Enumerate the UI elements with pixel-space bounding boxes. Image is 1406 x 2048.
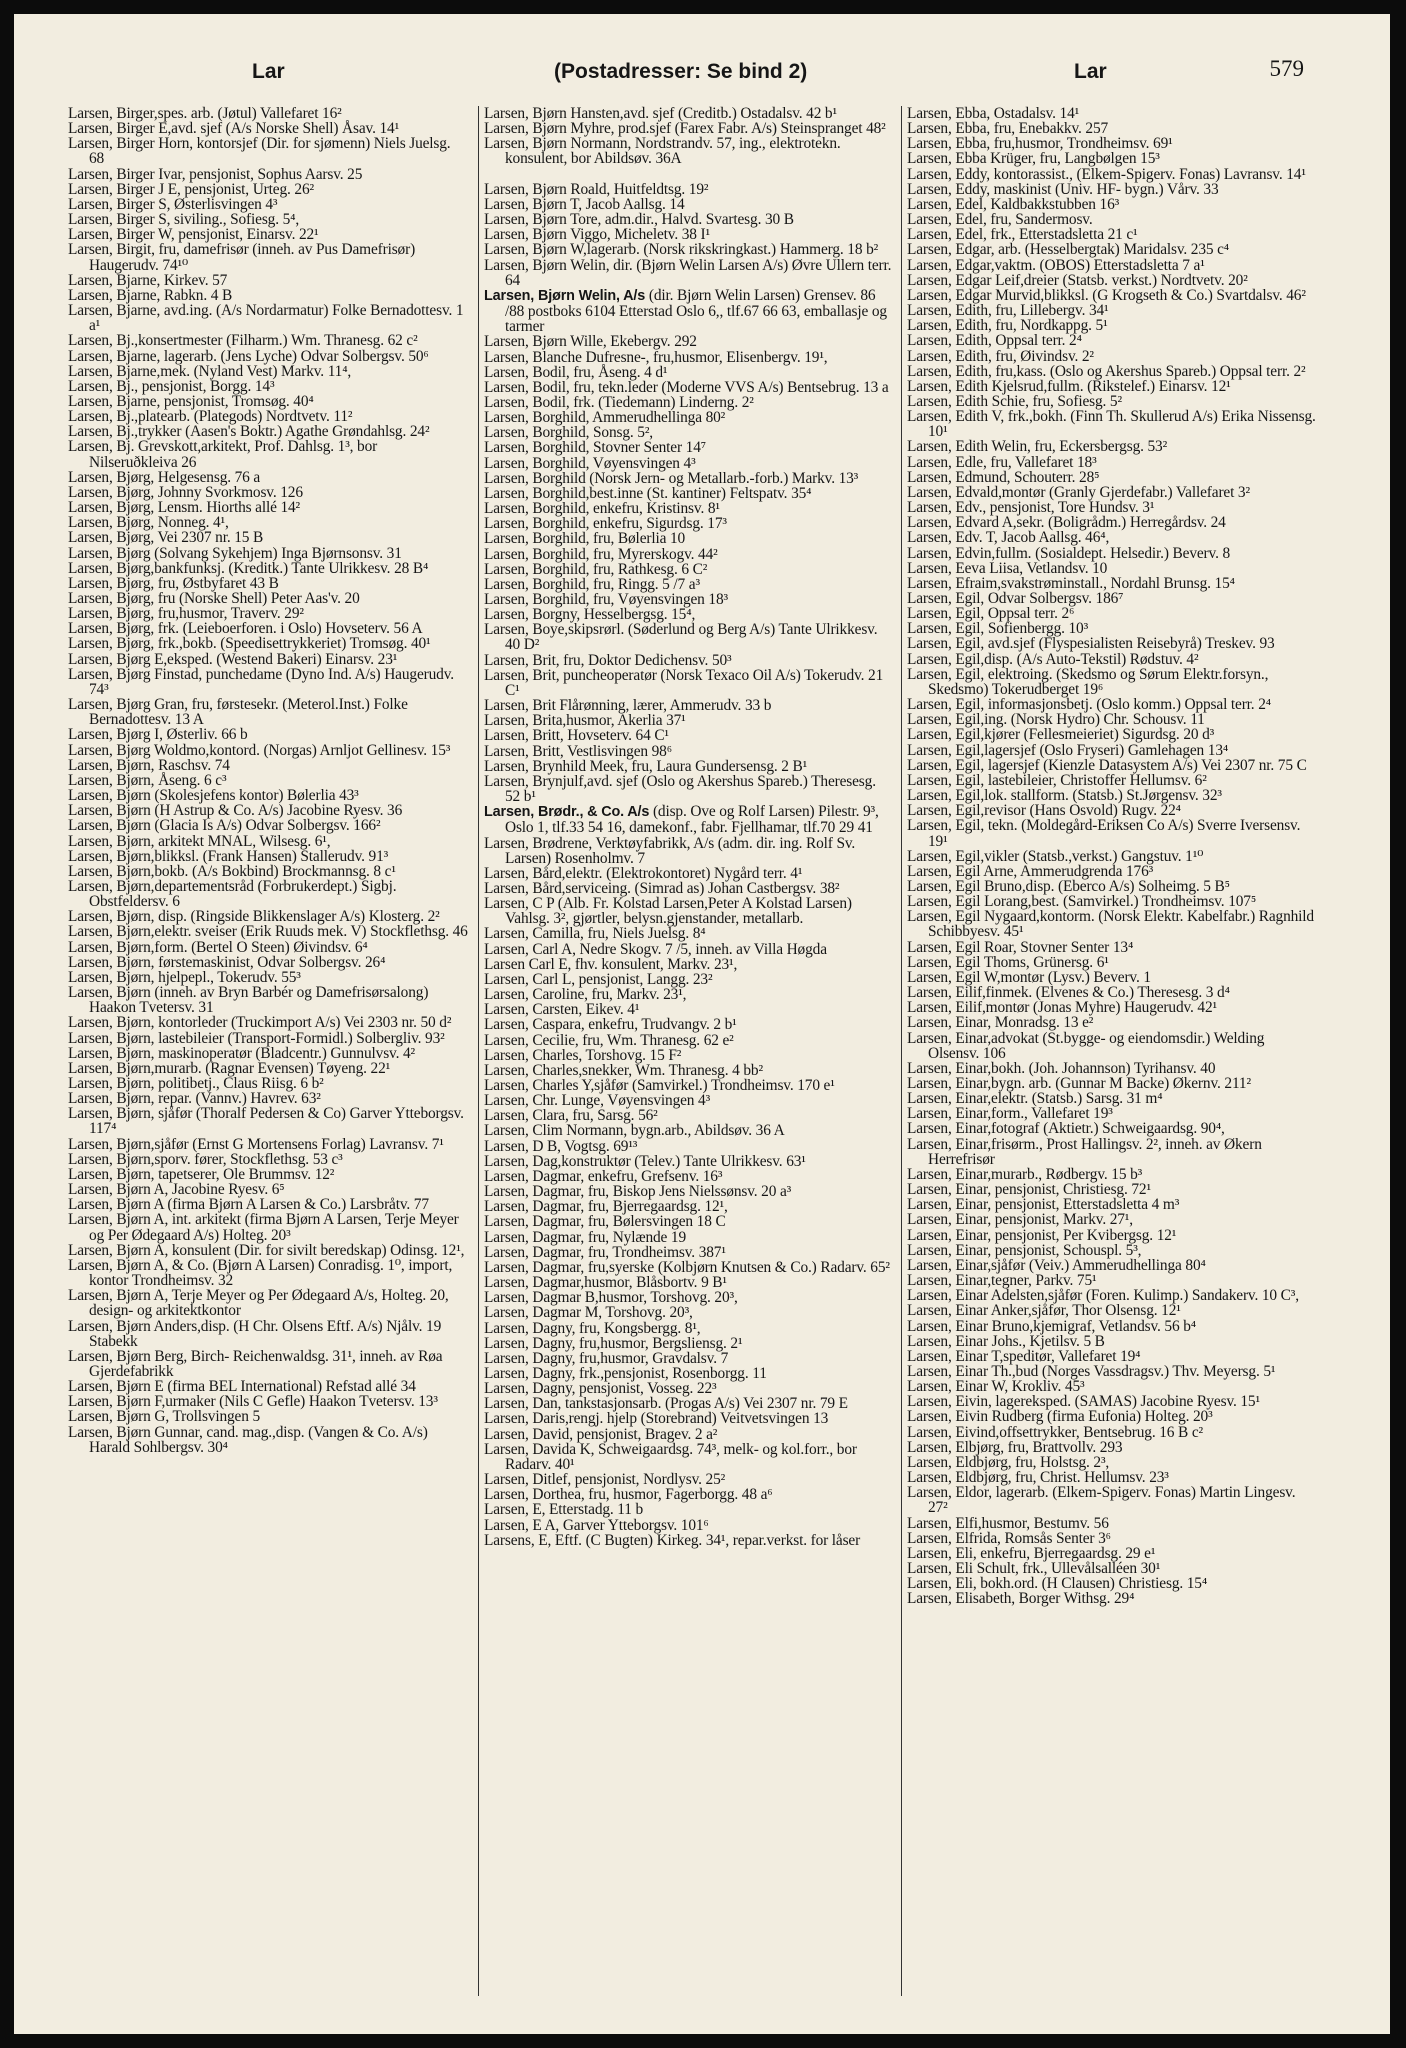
directory-entry: Larsen, Edv., pensjonist, Tore Hundsv. 3¹ — [907, 499, 1155, 517]
directory-entry: Larsen, Bjørn Normann, Nordstrandv. 57, ing., elektrotekn. konsulent, bor Abildsøv. 36A — [484, 135, 841, 168]
directory-entry: Larsen, Birger S, Østerlisvingen 4³ — [68, 195, 278, 213]
directory-entry: Larsen, Bjørn, lastebileier (Transport-Formidl.) Solbergliv. 93² — [68, 1029, 445, 1047]
directory-entry: Larsen, Einar W, Krokliv. 45³ — [907, 1378, 1085, 1396]
directory-entry: Larsen, Einar, pensjonist, Per Kvibergsg. 12¹ — [907, 1226, 1177, 1244]
directory-entry: Larsen, Birger,spes. arb. (Jøtul) Vallefaret 16² — [68, 106, 342, 122]
directory-entry: Larsen, Egil, Oppsal terr. 2⁶ — [907, 605, 1075, 623]
directory-entry: Larsen, Bjørg, frk. (Leieboerforen. i Oslo) Hovseterv. 56 A — [68, 620, 423, 638]
directory-entry: Larsen, Egil,vikler (Statsb.,verkst.) Gangstuv. 1¹⁰ — [907, 847, 1204, 865]
directory-entry: Larsen, Clim Normann, bygn.arb., Abildsøv. 36 A — [484, 1122, 785, 1140]
column-divider-1 — [478, 106, 479, 1996]
directory-entry: Larsen, Einar,form., Vallefaret 19³ — [907, 1105, 1113, 1123]
directory-entry: Larsen, Borghild (Norsk Jern- og Metallarb.-forb.) Markv. 13³ — [484, 469, 859, 487]
directory-entry: Larsen, Bjørn, maskinoperatør (Bladcentr.) Gunnulvsv. 4² — [68, 1044, 415, 1062]
directory-entry: Larsen, Ebba Krüger, fru, Langbølgen 15³ — [907, 150, 1160, 168]
directory-entry: Larsen, Bjarne, lagerarb. (Jens Lyche) Odvar Solbergsv. 50⁶ — [68, 347, 429, 365]
directory-entry: Larsen, Egil Nygaard,kontorm. (Norsk Elektr. Kabelfabr.) Ragnhild Schibbyesv. 45¹ — [907, 908, 1314, 941]
header-left-keyword: Lar — [252, 60, 285, 83]
directory-entry: Larsen, Eddy, kontorassist., (Elkem-Spigerv. Fonas) Lavransv. 14¹ — [907, 165, 1306, 183]
directory-entry: Larsen, Elbjørg, fru, Brattvollv. 293 — [907, 1438, 1123, 1456]
directory-entry: Larsen, Einar Anker,sjåfør, Thor Olsensg. 12¹ — [907, 1302, 1181, 1320]
directory-entry: Larsen, Bjørn A (firma Bjørn A Larsen & Co.) Larsbråtv. 77 — [68, 1196, 429, 1214]
directory-entry: Larsen, Bjørg, Helgesensg. 76 a — [68, 468, 261, 486]
directory-entry: Larsen, Dagmar, fru, Bjerregaardsg. 12¹, — [484, 1198, 728, 1216]
directory-entry: Larsen, Eilif,montør (Jonas Myhre) Haugerudv. 42¹ — [907, 999, 1217, 1017]
directory-entry: Larsen, Brit, fru, Doktor Dedichensv. 50³ — [484, 651, 732, 669]
directory-entry: Larsen, Edgar Murvid,blikksl. (G Krogseth & Co.) Svartdalsv. 46² — [907, 286, 1306, 304]
directory-entry: Larsen, Egil,disp. (A/s Auto-Tekstil) Rødstuv. 4² — [907, 650, 1199, 668]
directory-entry: Larsen, Blanche Dufresne-, fru,husmor, Elisenbergv. 19¹, — [484, 348, 828, 366]
directory-entry: Larsen, David, pensjonist, Bragev. 2 a² — [484, 1425, 718, 1443]
directory-entry: Larsen, Bjørn W,lagerarb. (Norsk rikskringkast.) Hammerg. 18 b² — [484, 241, 879, 259]
directory-entry: Larsen, Borgny, Hesselbergsg. 15⁴, — [484, 606, 696, 624]
directory-entry: Larsen, Egil Roar, Stovner Senter 13⁴ — [907, 938, 1134, 956]
directory-entry: Larsen, Borghild,best.inne (St. kantiner) Feltspatv. 35⁴ — [484, 484, 812, 502]
directory-entry: Larsen, Bjørn,departementsråd (Forbrukerdept.) Sigbj. Obstfeldersv. 6 — [68, 877, 397, 911]
directory-entry: Larsen, Dagmar, enkefru, Grefsenv. 16³ — [484, 1167, 723, 1185]
directory-entry: Larsen, Dagny, pensjonist, Vosseg. 22³ — [484, 1380, 717, 1398]
directory-entry: Larsen, Bjørn, førstemaskinist, Odvar Solbergsv. 26⁴ — [68, 953, 386, 971]
directory-entry: Larsen, Bjørn Tore, adm.dir., Halvd. Svartesg. 30 B — [484, 211, 794, 229]
directory-entry: Larsen, Eli, bokh.ord. (H Clausen) Christiesg. 15⁴ — [907, 1575, 1208, 1593]
directory-entry: Larsen, Bj.,trykker (Aasen's Boktr.) Agathe Grøndahlsg. 24² — [68, 423, 430, 441]
directory-entry: Larsen, Borghild, fru, Rathkesg. 6 C² — [484, 560, 708, 578]
directory-entry: Larsen, Eli Schult, frk., Ullevålsalléen 30¹ — [907, 1560, 1161, 1577]
directory-entry: Larsen, Einar Adelsten,sjåfør (Foren. Kulimp.) Sandakerv. 10 C³, — [907, 1287, 1299, 1305]
directory-entry: Larsen, Bjørn,murarb. (Ragnar Evensen) Tøyeng. 22¹ — [68, 1059, 391, 1077]
directory-entry: Larsen, Bjørn,bokb. (A/s Bokbind) Brockmannsg. 8 c¹ — [68, 862, 396, 880]
directory-entry: Larsen, Edith, fru, Øivindsv. 2² — [907, 347, 1094, 365]
header-right-keyword: Lar — [1074, 60, 1107, 83]
directory-entry: Larsen, Birger Horn, kontorsjef (Dir. for sjømenn) Niels Juelsg. 68 — [68, 135, 451, 168]
directory-entry: Larsen, Einar, pensjonist, Etterstadsletta 4 m³ — [907, 1196, 1180, 1214]
directory-entry: Larsen, Bjørn, sjåfør (Thoralf Pedersen & Co) Garver Ytteborgsv. 117⁴ — [68, 1105, 464, 1138]
directory-entry: Larsen, Bjørn, tapetserer, Ole Brummsv. 12² — [68, 1165, 335, 1183]
directory-entry: Larsen, Caroline, fru, Markv. 23¹, — [484, 986, 687, 1004]
directory-entry: Larsen, Ebba, fru,husmor, Trondheimsv. 69¹ — [907, 135, 1173, 153]
directory-entry: Larsen, Bjørn T, Jacob Aallsg. 14 — [484, 195, 685, 213]
directory-entry: Larsen, Bj.,platearb. (Plategods) Nordtvetv. 11² — [68, 408, 353, 426]
directory-entry: Larsen, Brita,husmor, Akerlia 37¹ — [484, 712, 686, 730]
directory-entry: Larsen, Egil,kjører (Fellesmeieriet) Sigurdsg. 20 d³ — [907, 726, 1215, 744]
directory-entry: Larsen, E, Etterstadg. 11 b — [484, 1501, 644, 1519]
directory-entry: Larsen, Bjørn Welin, A/s (dir. Bjørn Welin Larsen) Grensev. 86 /88 postboks 6104 Etterstad Oslo 6,, tlf.67 66 63, emballasje og tarmer — [484, 286, 887, 336]
directory-entry: Larsen, Borghild, Vøyensvingen 4³ — [484, 454, 696, 472]
directory-entry: Larsen, Bjørn Anders,disp. (H Chr. Olsens Eftf. A/s) Njålv. 19 Stabekk — [68, 1317, 442, 1350]
directory-entry: Larsen, Dag,konstruktør (Telev.) Tante Ulrikkesv. 63¹ — [484, 1152, 806, 1170]
directory-entry: Larsen, Edvin,fullm. (Sosialdept. Helsedir.) Beverv. 8 — [907, 544, 1231, 562]
directory-entry: Larsen, Bj. Grevskott,arkitekt, Prof. Dahlsg. 1³, bor Nilseruðkleiva 26 — [68, 438, 378, 471]
directory-entry: Larsen, E A, Garver Ytteborgsv. 101⁶ — [484, 1516, 709, 1534]
directory-entry: Larsen, Einar,murarb., Rødbergv. 15 b³ — [907, 1165, 1143, 1183]
directory-entry: Larsen, Eli, enkefru, Bjerregaardsg. 29 e¹ — [907, 1544, 1156, 1562]
directory-entry: Larsen, Camilla, fru, Niels Juelsg. 8⁴ — [484, 925, 706, 943]
directory-entry: Larsen, Charles,snekker, Wm. Thranesg. 4 bb² — [484, 1061, 763, 1079]
directory-entry: Larsen, Dagmar,husmor, Blåsbortv. 9 B¹ — [484, 1274, 727, 1292]
directory-entry: Larsen, Edith, fru, Nordkappg. 5¹ — [907, 317, 1108, 335]
directory-entry: Larsen, Einar, pensjonist, Christiesg. 72¹ — [907, 1181, 1151, 1199]
directory-entry: Larsen, Edel, frk., Etterstadsletta 21 c¹ — [907, 226, 1138, 244]
directory-entry: Larsen, Chr. Lunge, Vøyensvingen 4³ — [484, 1092, 711, 1110]
directory-entry: Larsen, Bodil, frk. (Tiedemann) Linderng. 2² — [484, 393, 754, 411]
directory-entry — [484, 167, 892, 182]
directory-page — [14, 14, 1390, 2034]
directory-entry: Larsen, Bjørn (inneh. av Bryn Barbér og Damefrisørsalong) Haakon Tvetersv. 31 — [68, 984, 429, 1017]
directory-entry: Larsen, Bjørg, fru, Østbyfaret 43 B — [68, 574, 279, 592]
directory-entry: Larsen, Brit, puncheoperatør (Norsk Texaco Oil A/s) Tokerudv. 21 C¹ — [484, 666, 884, 699]
directory-entry: Larsen, Borghild, Ammerudhellinga 80² — [484, 409, 726, 427]
directory-entry: Larsen, Edith V, frk.,bokh. (Finn Th. Skullerud A/s) Erika Nissensg. 10¹ — [907, 408, 1316, 441]
directory-entry: Larsen, Edvald,montør (Granly Gjerdefabr.) Vallefaret 3² — [907, 483, 1250, 501]
directory-entry: Larsen, Britt, Vestlisvingen 98⁶ — [484, 742, 672, 760]
directory-entry: Larsen, Caspara, enkefru, Trudvangv. 2 b¹ — [484, 1016, 737, 1034]
directory-entry: Larsen, Bjarne, Kirkev. 57 — [68, 271, 228, 289]
directory-entry: Larsen, Dagny, fru,husmor, Gravdalsv. 7 — [484, 1349, 729, 1367]
directory-entry: Larsen, Dagmar, fru, Nylænde 19 — [484, 1228, 687, 1246]
directory-entry: Larsen, Edv. T, Jacob Aallsg. 46⁴, — [907, 529, 1110, 547]
directory-entry: Larsen, Bjørn,sporv. fører, Stockflethsg. 53 c³ — [68, 1150, 343, 1168]
directory-entry: Larsen, Bjørn A, Jacobine Ryesv. 6⁵ — [68, 1181, 285, 1199]
directory-entry: Larsen, Dagmar, fru,syerske (Kolbjørn Knutsen & Co.) Radarv. 65² — [484, 1258, 890, 1276]
directory-entry: Larsen, Bjørn Welin, dir. (Bjørn Welin Larsen A/s) Øvre Ullern terr. 64 — [484, 256, 892, 289]
directory-entry: Larsen, Edel, fru, Sandermosv. — [907, 211, 1093, 229]
directory-entry: Larsen, Edith, fru, Lillebergv. 34¹ — [907, 302, 1109, 320]
directory-entry: Larsen, Bjørn A, konsulent (Dir. for sivilt beredskap) Odinsg. 12¹, — [68, 1241, 465, 1259]
directory-entry: Larsen, Egil,revisor (Hans Osvold) Rugv. 22⁴ — [907, 802, 1181, 820]
directory-entry: Larsen, Bjørg E,eksped. (Westend Bakeri) Einarsv. 23¹ — [68, 650, 398, 668]
directory-entry: Larsen, Bj., pensjonist, Borgg. 14³ — [68, 377, 275, 395]
directory-entry: Larsen, Elisabeth, Borger Withsg. 29⁴ — [907, 1590, 1135, 1608]
directory-entry: Larsen, Bjørn,blikksl. (Frank Hansen) Stallerudv. 91³ — [68, 847, 389, 865]
directory-entry: Larsen, Bjørg Finstad, punchedame (Dyno Ind. A/s) Haugerudv. 74³ — [68, 665, 454, 698]
directory-entry: Larsen, Egil Arne, Ammerudgrenda 176³ — [907, 862, 1154, 880]
directory-entry: Larsen, Einar,bygn. arb. (Gunnar M Backe) Økernv. 211² — [907, 1075, 1251, 1092]
directory-entry: Larsen, Egil, avd.sjef (Flyspesialisten Reisebyrå) Treskev. 93 — [907, 635, 1275, 653]
directory-entry: Larsen, Britt, Hovseterv. 64 C¹ — [484, 727, 669, 745]
directory-entry: Larsen, Bjarne,mek. (Nyland Vest) Markv. 11⁴, — [68, 362, 352, 380]
directory-entry: Larsen, Borghild, enkefru, Kristinsv. 8¹ — [484, 500, 720, 518]
directory-entry: Larsen, Davida K, Schweigaardsg. 74³, melk- og kol.forr., bor Radarv. 40¹ — [484, 1440, 857, 1473]
directory-entry: Larsen, Bjørn,elektr. sveiser (Erik Ruuds mek. V) Stockflethsg. 46 — [68, 923, 468, 941]
directory-entry: Larsen, Edgar, arb. (Hesselbergtak) Maridalsv. 235 c⁴ — [907, 241, 1230, 259]
directory-entry: Larsen, Bjørn, politibetj., Claus Riisg. 6 b² — [68, 1075, 324, 1092]
directory-entry: Larsen, Dagmar, fru, Trondheimsv. 387¹ — [484, 1243, 726, 1261]
directory-entry: Larsen, Bjørn,sjåfør (Ernst G Mortensens Forlag) Lavransv. 7¹ — [68, 1135, 444, 1153]
header-center-note: (Postadresser: Se bind 2) — [554, 60, 808, 83]
directory-entry: Larsen, Bjørg I, Østerliv. 66 b — [68, 726, 248, 744]
directory-entry: Larsen, Einar Th.,bud (Norges Vassdragsv.) Thv. Meyersg. 5¹ — [907, 1362, 1276, 1380]
directory-entry: Larsen, Eeva Liisa, Vetlandsv. 10 — [907, 559, 1108, 577]
directory-entry: Larsen, Einar,elektr. (Statsb.) Sarsg. 31 m⁴ — [907, 1090, 1163, 1108]
directory-entry: Larsen, Bjørn, Åseng. 6 c³ — [68, 771, 227, 789]
directory-entry: Larsen, Brødrene, Verktøyfabrikk, A/s (adm. dir. ing. Rolf Sv. Larsen) Rosenholmv. 7 — [484, 834, 856, 867]
directory-entry: Larsens, E, Eftf. (C Bugten) Kirkeg. 34¹, repar.verkst. for låser — [484, 1531, 861, 1549]
directory-entry: Larsen, Bjørn (Skolesjefens kontor) Bølerlia 43³ — [68, 787, 359, 805]
directory-entry: Larsen Carl E, fhv. konsulent, Markv. 23¹, — [484, 955, 738, 973]
directory-entry: Larsen, Edith Kjelsrud,fullm. (Rikstelef.) Einarsv. 12¹ — [907, 377, 1231, 395]
directory-entry: Larsen, Bjørn (Glacia Is A/s) Odvar Solbergsv. 166² — [68, 817, 381, 835]
directory-entry: Larsen, D B, Vogtsg. 69¹³ — [484, 1137, 638, 1155]
directory-entry: Larsen, Birger J E, pensjonist, Urteg. 26² — [68, 180, 314, 198]
directory-entry: Larsen, Bjørn F,urmaker (Nils C Gefle) Haakon Tvetersv. 13³ — [68, 1393, 438, 1411]
directory-entry: Larsen, Einar,bokh. (Joh. Johannson) Tyrihansv. 40 — [907, 1059, 1216, 1077]
directory-entry: Larsen, Bjørn Roald, Huitfeldtsg. 19² — [484, 180, 709, 198]
directory-entry: Larsen, Einar Bruno,kjemigraf, Vetlandsv. 56 b⁴ — [907, 1317, 1196, 1335]
directory-entry: Larsen, Borghild, fru, Myrerskogv. 44² — [484, 545, 718, 563]
directory-entry: Larsen, Egil, informasjonsbetj. (Oslo komm.) Oppsal terr. 2⁴ — [907, 696, 1271, 714]
directory-entry: Larsen, Egil, elektroing. (Skedsmo og Sørum Elektr.forsyn., Skedsmo) Tokerudberget 19⁶ — [907, 665, 1269, 698]
directory-entry: Larsen, Edith Schie, fru, Sofiesg. 5² — [907, 392, 1122, 410]
directory-entry: Larsen, Bjørg Woldmo,kontord. (Norgas) Arnljot Gellinesv. 15³ — [68, 741, 451, 759]
directory-entry: Larsen, Einar, Monradsg. 13 e² — [907, 1014, 1094, 1032]
directory-entry: Larsen, Birger S, siviling., Sofiesg. 5⁴, — [68, 211, 300, 229]
directory-entry: Larsen, Bjørg, Lensm. Hiorths allé 14² — [68, 499, 301, 517]
directory-entry: Larsen, Birger Ivar, pensjonist, Sophus Aarsv. 25 — [68, 165, 363, 183]
directory-entry: Larsen, Eldbjørg, fru, Holstsg. 2³, — [907, 1453, 1110, 1471]
directory-entry: Larsen, Egil,lok. stallform. (Statsb.) St.Jørgensv. 32³ — [907, 787, 1222, 805]
directory-entry: Larsen, Einar,tegner, Parkv. 75¹ — [907, 1272, 1097, 1290]
directory-entry: Larsen, Efraim,svakstrøminstall., Nordahl Brunsg. 15⁴ — [907, 574, 1235, 592]
directory-entry: Larsen, Bjørn (H Astrup & Co. A/s) Jacobine Ryesv. 36 — [68, 802, 403, 820]
directory-entry: Larsen, Ebba, Ostadalsv. 14¹ — [907, 106, 1080, 122]
directory-entry: Larsen, Ebba, fru, Enebakkv. 257 — [907, 120, 1109, 138]
directory-entry: Larsen, Egil, tekn. (Moldegård-Eriksen Co A/s) Sverre Iversensv. 19¹ — [907, 817, 1301, 850]
directory-entry: Larsen, Bjørn, arkitekt MNAL, Wilsesg. 6¹, — [68, 832, 331, 850]
directory-entry: Larsen, Carl A, Nedre Skogv. 7 /5, inneh. av Villa Høgda — [484, 940, 827, 958]
directory-entry: Larsen, Edel, Kaldbakkstubben 16³ — [907, 195, 1120, 213]
directory-entry: Larsen, Eldor, lagerarb. (Elkem-Spigerv. Fonas) Martin Lingesv. 27² — [907, 1484, 1296, 1517]
directory-entry: Larsen, Eivin, lagereksped. (SAMAS) Jacobine Ryesv. 15¹ — [907, 1393, 1260, 1411]
directory-entry: Larsen, Bjørn A, & Co. (Bjørn A Larsen) Conradisg. 1⁰, import, kontor Trondheimsv. 32 — [68, 1256, 453, 1290]
directory-entry: Larsen, Bjørg, fru (Norske Shell) Peter Aas'v. 20 — [68, 590, 360, 607]
directory-entry: Larsen, Bjørn Berg, Birch- Reichenwaldsg. 31¹, inneh. av Røa Gjerdefabrikk — [68, 1347, 443, 1380]
directory-entry: Larsen, Bård,serviceing. (Simrad as) Johan Castbergsv. 38² — [484, 879, 840, 897]
directory-entry: Larsen, Eldbjørg, fru, Christ. Hellumsv. 23³ — [907, 1469, 1169, 1487]
directory-entry: Larsen, Borghild, fru, Bølerlia 10 — [484, 530, 686, 548]
directory-entry: Larsen, Egil, Odvar Solbergsv. 186⁷ — [907, 590, 1124, 607]
page-number: 579 — [1269, 56, 1304, 81]
directory-entry: Larsen, Egil Lorang,best. (Samvirkel.) Trondheimsv. 107⁵ — [907, 893, 1257, 911]
directory-entry: Larsen, Dagny, frk.,pensjonist, Rosenborgg. 11 — [484, 1364, 767, 1382]
directory-entry: Larsen, Borghild, Stovner Senter 14⁷ — [484, 439, 706, 457]
directory-entry: Larsen, Edgar Leif,dreier (Statsb. verkst.) Nordtvetv. 20² — [907, 271, 1248, 289]
directory-entry: Larsen, Brødr., & Co. A/s (disp. Ove og Rolf Larsen) Pilestr. 9³, Oslo 1, tlf.33 54 16, damekonf., fabr. Fjellhamar, tlf.70 29 41 — [484, 803, 879, 837]
directory-entry: Larsen, Bjørn, disp. (Ringside Blikkenslager A/s) Klosterg. 2² — [68, 908, 440, 926]
directory-entry: Larsen, Dagny, fru, Kongsbergg. 8¹, — [484, 1319, 701, 1337]
directory-entry: Larsen, Carsten, Eikev. 4¹ — [484, 1001, 640, 1019]
directory-entry: Larsen, Einar, pensjonist, Markv. 27¹, — [907, 1211, 1133, 1229]
page-header — [14, 56, 1390, 100]
directory-entry: Larsen, Dan, tankstasjonsarb. (Progas A/s) Vei 2307 nr. 79 E — [484, 1395, 848, 1413]
directory-entry: Larsen, Birgit, fru, damefrisør (inneh. av Pus Damefrisør) Haugerudv. 74¹⁰ — [68, 241, 416, 274]
directory-entry: Larsen, C P (Alb. Fr. Kolstad Larsen,Peter A Kolstad Larsen) Vahlsg. 3², gjørtler, belysn.gjenstander, metallarb. — [484, 895, 852, 928]
directory-entry: Larsen, Bjørn G, Trollsvingen 5 — [68, 1408, 261, 1426]
directory-entry: Larsen, Borghild, fru, Ringg. 5 /7 a³ — [484, 575, 700, 593]
column-2 — [484, 106, 892, 2006]
directory-entry: Larsen, Bjørn A, int. arkitekt (firma Bjørn A Larsen, Terje Meyer og Per Ødegaard A/s) Holteg. 20³ — [68, 1211, 459, 1244]
directory-entry: Larsen, Birger W, pensjonist, Einarsv. 22¹ — [68, 226, 319, 244]
directory-entry: Larsen, Bjørg, Johnny Svorkmosv. 126 — [68, 483, 303, 501]
directory-entry: Larsen, Bjarne, pensjonist, Tromsøg. 40⁴ — [68, 392, 314, 410]
directory-entry: Larsen, Edith, fru,kass. (Oslo og Akershus Spareb.) Oppsal terr. 2² — [907, 362, 1306, 380]
directory-entry: Larsen, Elfrida, Romsås Senter 3⁶ — [907, 1529, 1111, 1547]
directory-entry: Larsen, Ditlef, pensjonist, Nordlysv. 25² — [484, 1471, 726, 1489]
directory-entry: Larsen, Bjørn A, Terje Meyer og Per Ødegaard A/s, Holteg. 20, design- og arkitektkontor — [68, 1287, 449, 1320]
directory-entry: Larsen, Einar,sjåfør (Veiv.) Ammerudhellinga 80⁴ — [907, 1256, 1206, 1274]
column-divider-2 — [901, 106, 902, 1996]
directory-entry: Larsen, Egil, lagersjef (Kienzle Datasystem A/s) Vei 2307 nr. 75 C — [907, 756, 1307, 774]
directory-entry: Larsen, Edmund, Schouterr. 28⁵ — [907, 468, 1100, 486]
directory-entry: Larsen, Charles Y,sjåfør (Samvirkel.) Trondheimsv. 170 e¹ — [484, 1077, 835, 1094]
directory-entry: Larsen, Einar Johs., Kjetilsv. 5 B — [907, 1332, 1105, 1350]
directory-entry: Larsen, Einar,advokat (St.bygge- og eiendomsdir.) Welding Olsensv. 106 — [907, 1029, 1265, 1062]
directory-entry: Larsen, Einar, pensjonist, Schouspl. 5³, — [907, 1241, 1142, 1259]
directory-entry: Larsen, Bjørn Wille, Ekebergv. 292 — [484, 333, 697, 351]
directory-entry: Larsen, Bård,elektr. (Elektrokontoret) Nygård terr. 4¹ — [484, 864, 803, 882]
directory-entry: Larsen, Einar,frisørm., Prost Hallingsv. 2², inneh. av Økern Herrefrisør — [907, 1135, 1262, 1168]
directory-entry: Larsen, Bjørn, kontorleder (Truckimport A/s) Vei 2303 nr. 50 d² — [68, 1014, 452, 1032]
directory-entry: Larsen, Bjørn Gunnar, cand. mag.,disp. (Vangen & Co. A/s) Harald Sohlbergsv. 30⁴ — [68, 1423, 428, 1456]
directory-entry: Larsen, Brit Flårønning, lærer, Ammerudv. 33 b — [484, 697, 772, 715]
directory-entry: Larsen, Elfi,husmor, Bestumv. 56 — [907, 1514, 1109, 1532]
directory-entry: Larsen, Einar T,speditør, Vallefaret 19⁴ — [907, 1347, 1141, 1365]
directory-entry: Larsen, Birger E,avd. sjef (A/s Norske Shell) Åsav. 14¹ — [68, 120, 400, 138]
directory-entry: Larsen, Bjørg, Vei 2307 nr. 15 B — [68, 529, 264, 547]
directory-entry: Larsen, Bjørg (Solvang Sykehjem) Inga Bjørnsonsv. 31 — [68, 544, 402, 562]
directory-entry: Larsen, Dorthea, fru, husmor, Fagerborgg. 48 a⁶ — [484, 1486, 773, 1504]
directory-entry: Larsen, Dagny, fru,husmor, Bergsliensg. 2¹ — [484, 1334, 743, 1352]
directory-entry: Larsen, Charles, Torshovg. 15 F² — [484, 1046, 682, 1064]
directory-entry: Larsen, Bjørn, Raschsv. 74 — [68, 756, 230, 774]
directory-entry: Larsen, Cecilie, fru, Wm. Thranesg. 62 e² — [484, 1031, 734, 1049]
directory-entry: Larsen, Bjarne, Rabkn. 4 B — [68, 286, 233, 304]
directory-entry: Larsen, Edgar,vaktm. (OBOS) Etterstadsletta 7 a¹ — [907, 256, 1205, 274]
directory-entry: Larsen, Eilif,finmek. (Elvenes & Co.) Theresesg. 3 d⁴ — [907, 984, 1230, 1002]
column-3 — [907, 106, 1317, 2006]
directory-entry: Larsen, Edith Welin, fru, Eckersbergsg. 53² — [907, 438, 1168, 456]
directory-entry: Larsen, Dagmar M, Torshovg. 20³, — [484, 1304, 693, 1322]
directory-entry: Larsen, Egil Bruno,disp. (Eberco A/s) Solheimg. 5 B⁵ — [907, 877, 1230, 895]
directory-entry: Larsen, Bjørn,form. (Bertel O Steen) Øivindsv. 6⁴ — [68, 938, 368, 956]
directory-entry: Larsen, Egil, Sofienbergg. 10³ — [907, 620, 1089, 638]
directory-entry: Larsen, Bjørn Viggo, Micheletv. 38 I¹ — [484, 226, 710, 244]
directory-entry: Larsen, Egil Thoms, Grünersg. 6¹ — [907, 953, 1109, 971]
directory-entry: Larsen, Borghild, fru, Vøyensvingen 18³ — [484, 591, 728, 608]
directory-entry: Larsen, Boye,skipsrørl. (Søderlund og Berg A/s) Tante Ulrikkesv. 40 D² — [484, 621, 878, 654]
directory-entry: Larsen, Eddy, maskinist (Univ. HF- bygn.) Vårv. 33 — [907, 180, 1219, 198]
directory-entry: Larsen, Bjørn, hjelpepl., Tokerudv. 55³ — [68, 968, 301, 986]
directory-entry: Larsen, Dagmar, fru, Biskop Jens Nielssønsv. 20 a³ — [484, 1183, 792, 1201]
directory-entry: Larsen, Dagmar, fru, Bølersvingen 18 C — [484, 1213, 726, 1231]
directory-entry: Larsen, Carl L, pensjonist, Langg. 23² — [484, 970, 713, 988]
directory-entry: Larsen, Bjørn E (firma BEL International) Refstad allé 34 — [68, 1378, 416, 1396]
directory-entry: Larsen, Brynhild Meek, fru, Laura Gundersensg. 2 B¹ — [484, 757, 808, 775]
directory-entry: Larsen, Bjørg, frk.,bokb. (Speedisettrykkeriet) Tromsøg. 40¹ — [68, 635, 431, 653]
directory-entry: Larsen, Clara, fru, Sarsg. 56² — [484, 1107, 658, 1125]
directory-entry: Larsen, Egil,ing. (Norsk Hydro) Chr. Schousv. 11 — [907, 711, 1205, 729]
directory-entry: Larsen, Brynjulf,avd. sjef (Oslo og Akershus Spareb.) Theresesg. 52 b¹ — [484, 772, 876, 806]
directory-entry: Larsen, Bj.,konsertmester (Filharm.) Wm. Thranesg. 62 c² — [68, 332, 418, 350]
directory-entry: Larsen, Bjørg,bankfunksj. (Kreditk.) Tante Ulrikkesv. 28 B⁴ — [68, 559, 429, 577]
directory-entry: Larsen, Egil, lastebileier, Christoffer Hellumsv. 6² — [907, 771, 1207, 789]
directory-entry: Larsen, Dagmar B,husmor, Torshovg. 20³, — [484, 1289, 738, 1307]
directory-entry: Larsen, Bjørn Myhre, prod.sjef (Farex Fabr. A/s) Steinspranget 48² — [484, 120, 886, 138]
directory-entry: Larsen, Edle, fru, Vallefaret 18³ — [907, 453, 1097, 471]
directory-entry: Larsen, Eivind,offsettrykker, Bentsebrug. 16 B c² — [907, 1423, 1203, 1441]
directory-entry: Larsen, Bjørn, repar. (Vannv.) Havrev. 63² — [68, 1090, 321, 1108]
directory-entry: Larsen, Eivin Rudberg (firma Eufonia) Holteg. 20³ — [907, 1408, 1213, 1426]
directory-entry: Larsen, Egil,lagersjef (Oslo Fryseri) Gamlehagen 13⁴ — [907, 741, 1229, 759]
directory-entry: Larsen, Einar,fotograf (Aktietr.) Schweigaardsg. 90⁴, — [907, 1120, 1225, 1138]
directory-entry: Larsen, Daris,rengj. hjelp (Storebrand) Veitvetsvingen 13 — [484, 1410, 829, 1428]
directory-entry: Larsen, Bjørg, fru,husmor, Traverv. 29² — [68, 605, 304, 623]
directory-entry: Larsen, Bodil, fru, Åseng. 4 d¹ — [484, 363, 668, 381]
directory-entry: Larsen, Edvard A,sekr. (Boligrådm.) Herregårdsv. 24 — [907, 514, 1226, 532]
directory-entry: Larsen, Borghild, Sonsg. 5², — [484, 424, 653, 442]
directory-entry: Larsen, Edith, Oppsal terr. 2⁴ — [907, 332, 1082, 350]
directory-entry: Larsen, Bjarne, avd.ing. (A/s Nordarmatur) Folke Bernadottesv. 1 a¹ — [68, 302, 464, 335]
directory-entry: Larsen, Bjørg Gran, fru, førstesekr. (Meterol.Inst.) Folke Bernadottesv. 13 A — [68, 696, 408, 729]
column-1 — [68, 106, 468, 2006]
directory-entry: Larsen, Bodil, fru, tekn.leder (Moderne VVS A/s) Bentsebrug. 13 a — [484, 378, 889, 396]
directory-entry: Larsen, Bjørg, Nonneg. 4¹, — [68, 514, 229, 532]
directory-entry: Larsen, Borghild, enkefru, Sigurdsg. 17³ — [484, 515, 727, 533]
directory-entry: Larsen, Bjørn Hansten,avd. sjef (Creditb.) Ostadalsv. 42 b¹ — [484, 106, 837, 122]
directory-entry: Larsen, Egil W,montør (Lysv.) Beverv. 1 — [907, 968, 1151, 986]
